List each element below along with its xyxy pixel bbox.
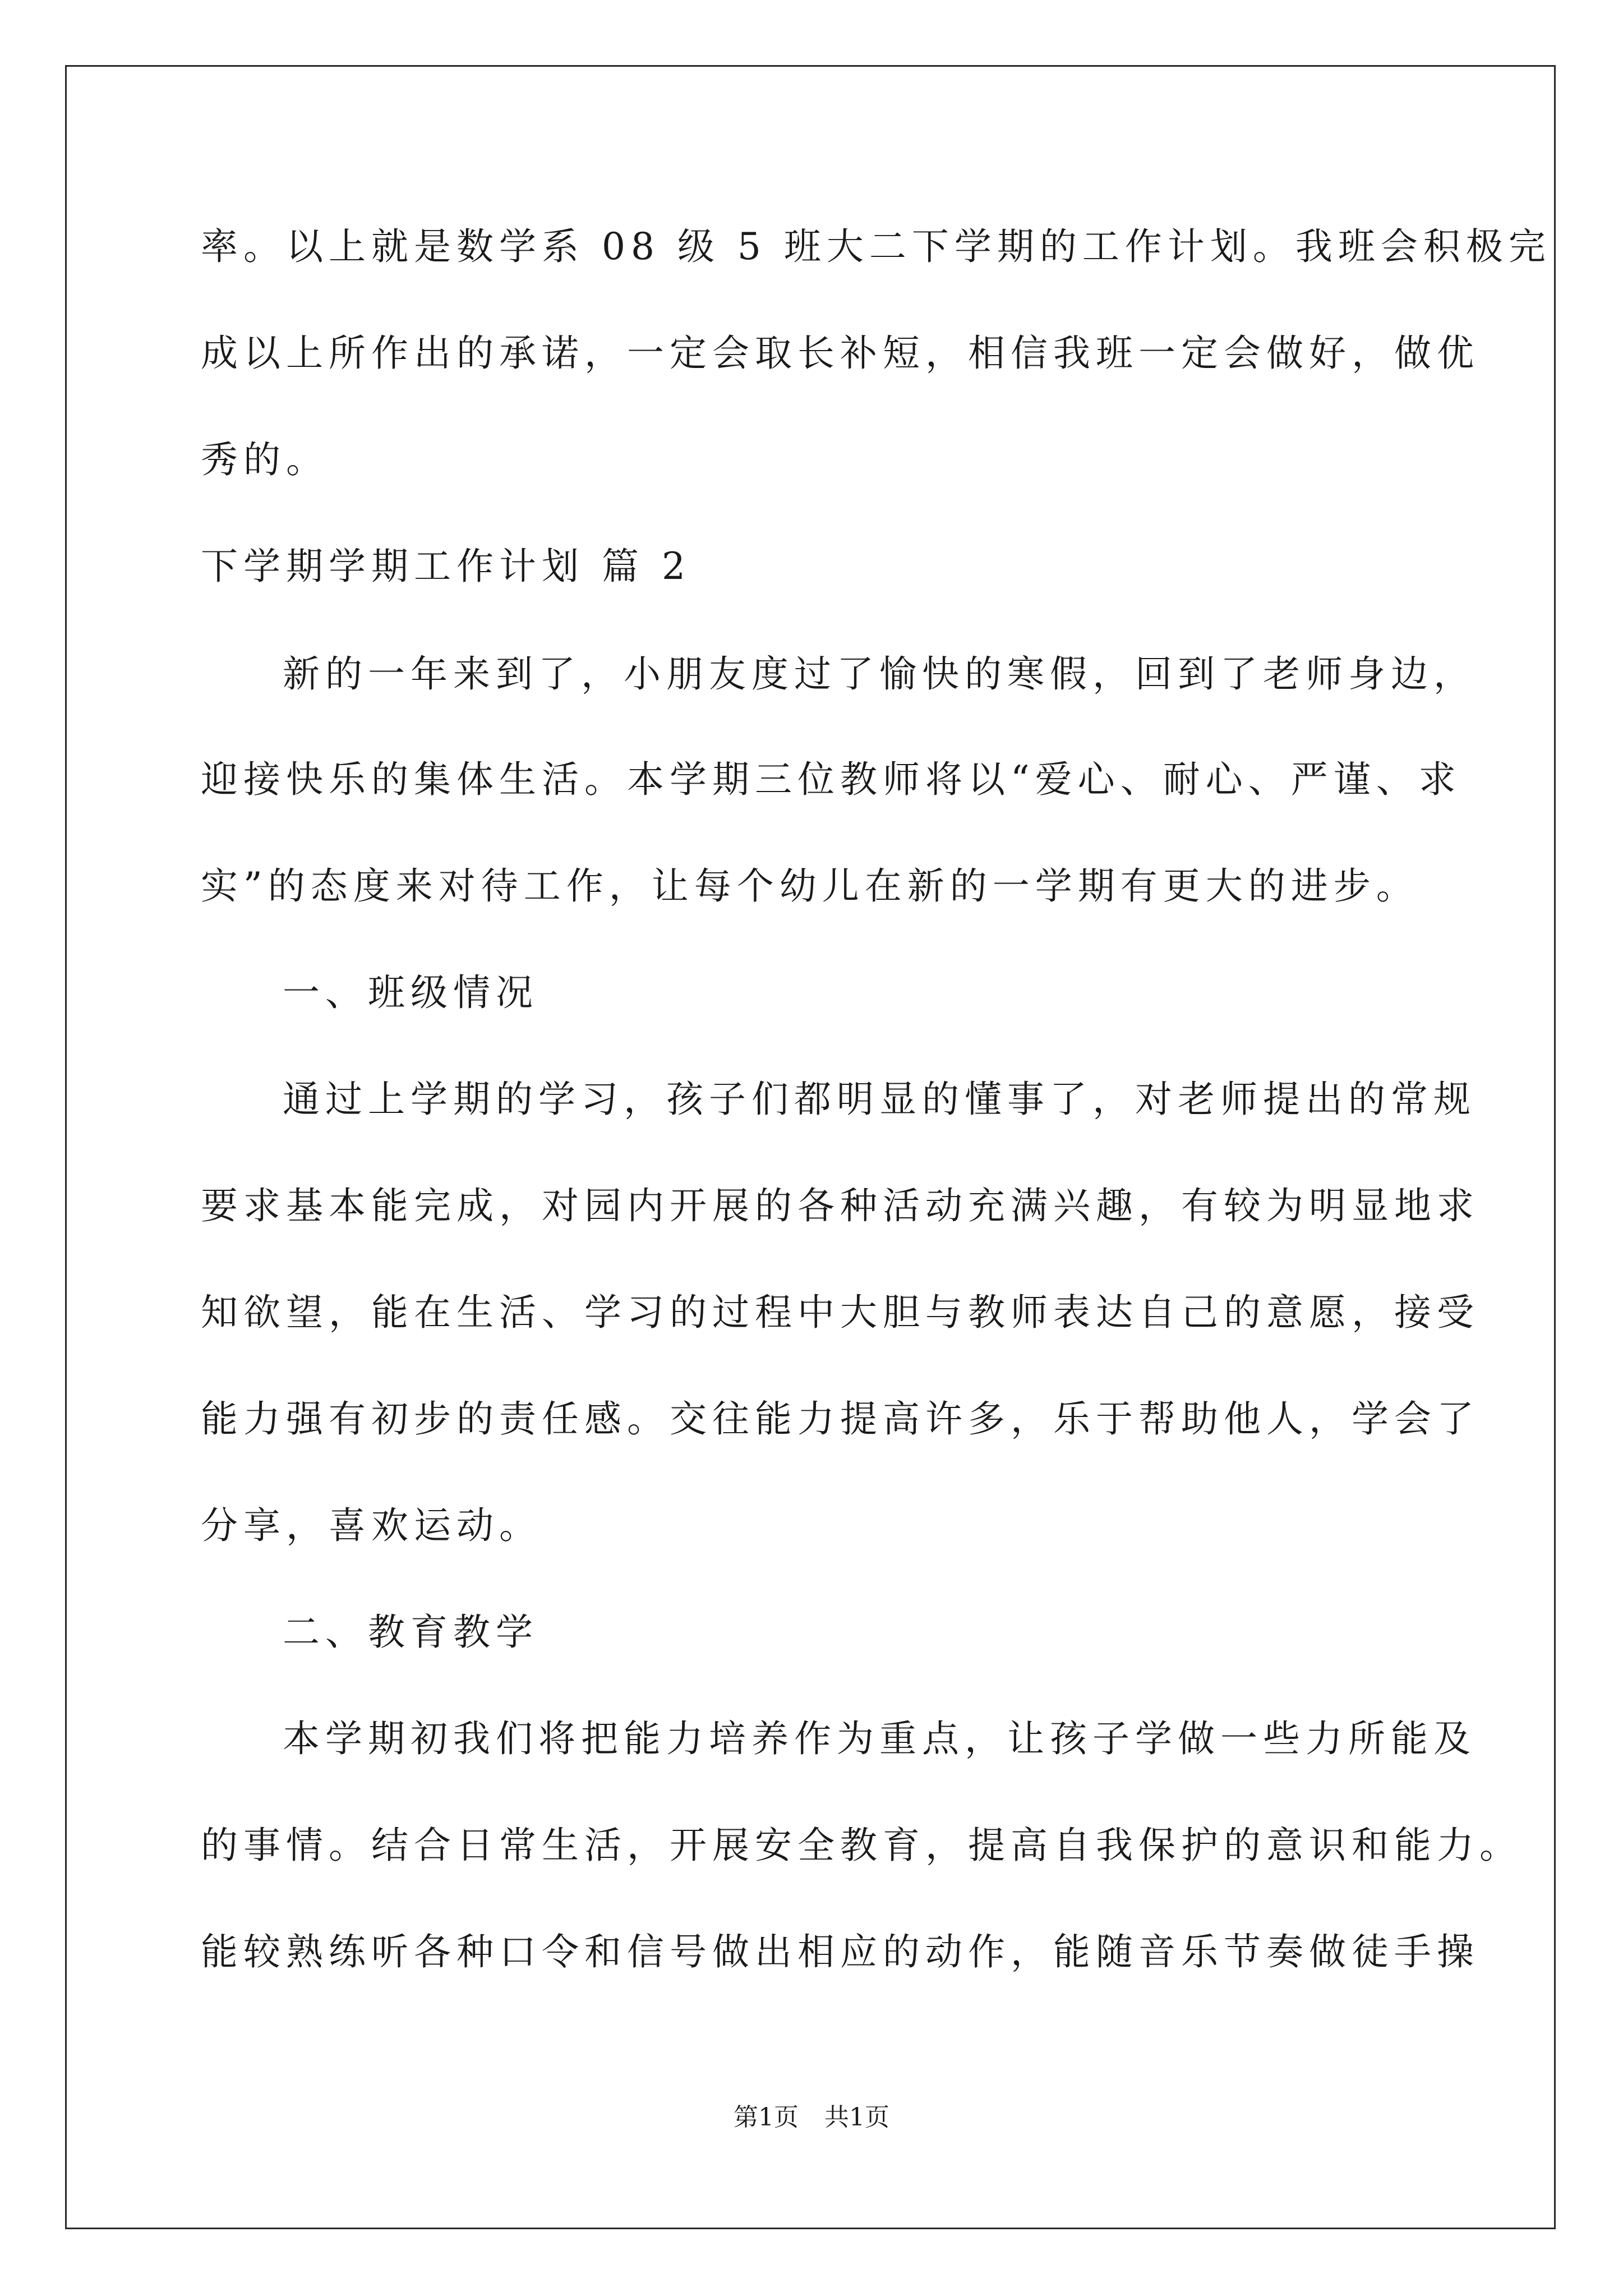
page-footer [0,2101,1623,2134]
section-heading: 下学期学期工作计划 篇 2 [201,545,691,588]
paragraph-first-line: 通过上学期的学习，孩子们都明显的懂事了，对老师提出的常规 [283,1078,1476,1121]
text-line: 知欲望，能在生活、学习的过程中大胆与教师表达自己的意愿，接受 [201,1291,1479,1334]
text-line: 率。以上就是数学系 08 级 5 班大二下学期的工作计划。我班会积极完 [201,225,1551,268]
text-line: 分享，喜欢运动。 [201,1504,542,1547]
subsection-heading: 二、教育教学 [283,1611,538,1654]
paragraph-first-line: 本学期初我们将把能力培养作为重点，让孩子学做一些力所能及 [283,1717,1476,1760]
text-line: 能较熟练听各种口令和信号做出相应的动作，能随音乐节奏做徒手操 [201,1930,1479,1973]
text-line: 秀的。 [201,438,329,481]
page-number: 第1页 [734,2103,799,2132]
text-line: 要求基本能完成，对园内开展的各种活动充满兴趣，有较为明显地求 [201,1184,1479,1227]
text-line: 能力强有初步的责任感。交往能力提高许多，乐于帮助他人，学会了 [201,1397,1479,1441]
subsection-heading: 一、班级情况 [283,971,538,1014]
text-line: 成以上所作出的承诺，一定会取长补短，相信我班一定会做好，做优 [201,332,1479,375]
page-total: 共1页 [824,2103,889,2132]
paragraph-first-line: 新的一年来到了，小朋友度过了愉快的寒假，回到了老师身边， [283,652,1476,696]
text-line: 的事情。结合日常生活，开展安全教育，提高自我保护的意识和能力。 [201,1824,1522,1867]
text-line: 实”的态度来对待工作，让每个幼儿在新的一学期有更大的进步。 [201,864,1419,908]
page-border [65,65,1556,2229]
text-line: 迎接快乐的集体生活。本学期三位教师将以“爱心、耐心、严谨、求 [201,758,1461,801]
